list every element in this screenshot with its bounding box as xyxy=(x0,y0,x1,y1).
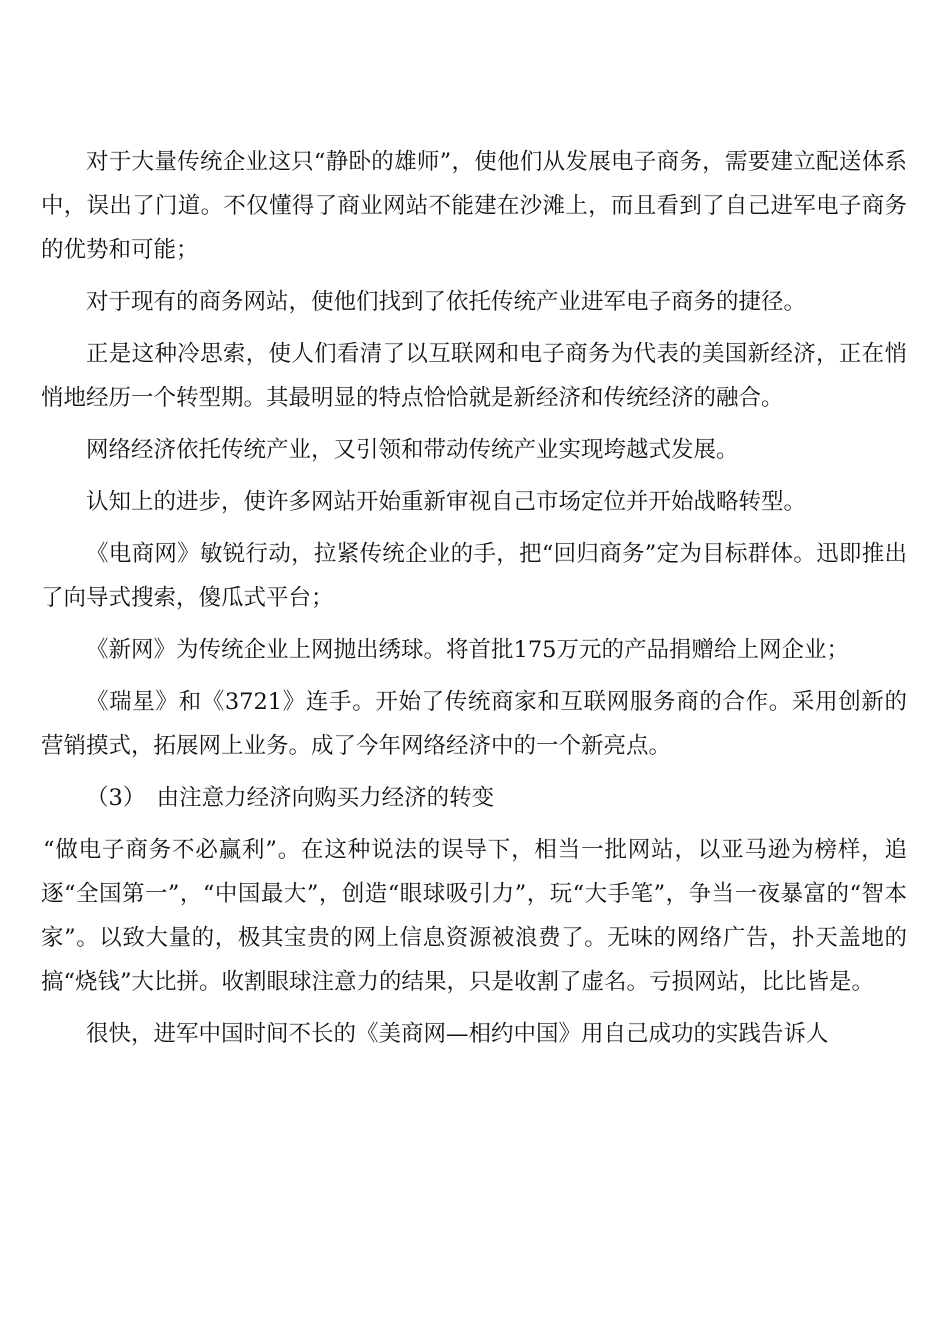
paragraph: 对于大量传统企业这只“静卧的雄师”，使他们从发展电子商务，需要建立配送体系中，误出了门道。不仅懂得了商业网站不能建在沙滩上，而且看到了自己进军电子商务的优势和可能； xyxy=(41,149,907,263)
paragraph: 网络经济依托传统产业，又引领和带动传统产业实现垮越式发展。 xyxy=(86,437,739,463)
paragraph: “做电子商务不必赢利”。在这种说法的误导下，相当一批网站，以亚马逊为榜样，追逐“全国第一”，“中国最大”，创造“眼球吸引力”，玩“大手笔”，争当一夜暴富的“智本家”。以致大量的，极其宝贵的网上信息资源被浪费了。无味的网络广告，扑天盖地的搞“烧钱”大比拼。收割眼球注意力的结果，只是收割了虚名。亏损网站，比比皆是。 xyxy=(41,837,907,995)
paragraph: 正是这种冷思索，使人们看清了以互联网和电子商务为代表的美国新经济，正在悄悄地经历一个转型期。其最明显的特点恰恰就是新经济和传统经济的融合。 xyxy=(41,341,907,411)
document-body xyxy=(41,140,907,1056)
paragraph: 对于现有的商务网站，使他们找到了依托传统产业进军电子商务的捷径。 xyxy=(86,289,807,315)
paragraph: 《瑞星》和《3721》连手。开始了传统商家和互联网服务商的合作。采用创新的营销摸式，拓展网上业务。成了今年网络经济中的一个新亮点。 xyxy=(41,689,907,759)
section-heading: （3） 由注意力经济向购买力经济的转变 xyxy=(86,785,495,811)
paragraph: 《电商网》敏锐行动，拉紧传统企业的手，把“回归商务”定为目标群体。迅即推出了向导式搜索，傻瓜式平台； xyxy=(41,541,907,611)
paragraph: 认知上的进步，使许多网站开始重新审视自己市场定位并开始战略转型。 xyxy=(86,489,807,515)
paragraph: 《新网》为传统企业上网抛出绣球。将首批175万元的产品捐赠给上网企业； xyxy=(86,637,849,663)
paragraph: 很快，进军中国时间不长的《美商网—相约中国》用自己成功的实践告诉人 xyxy=(86,1021,829,1047)
